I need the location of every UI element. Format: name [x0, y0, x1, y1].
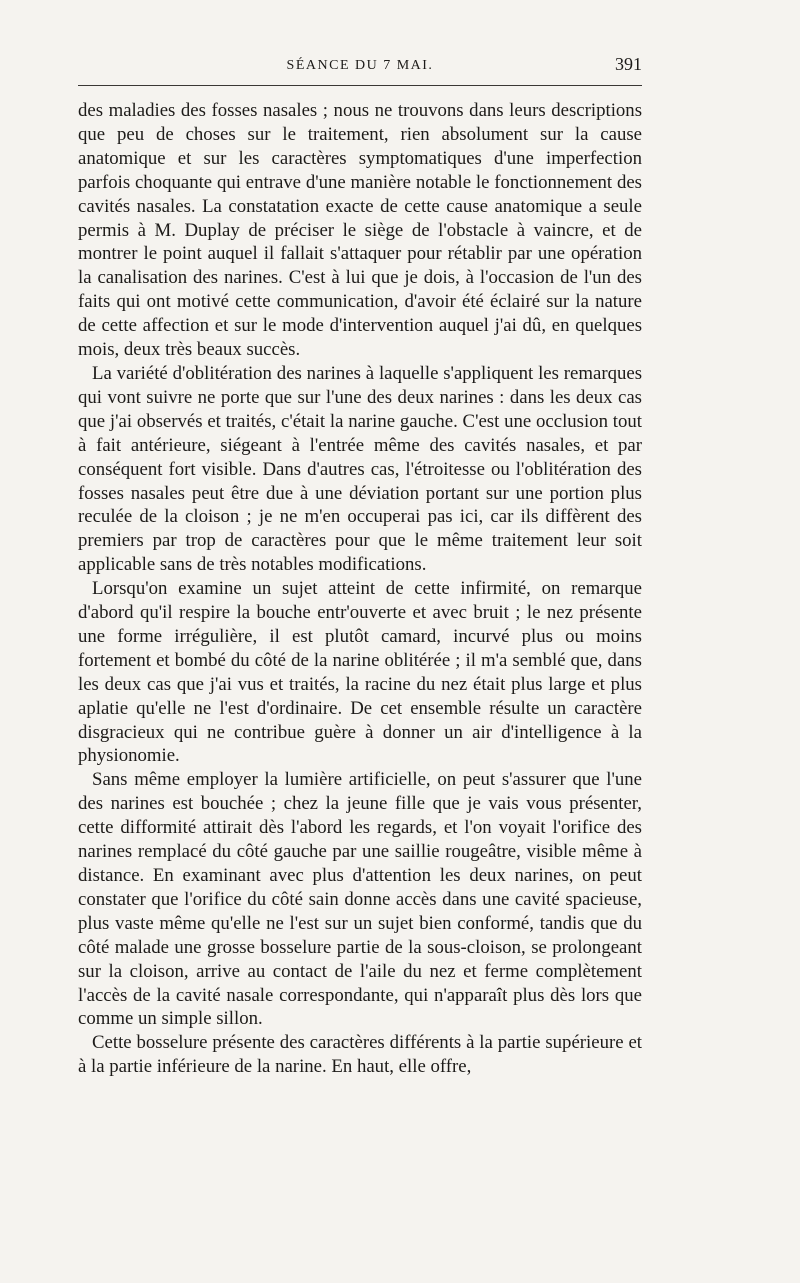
paragraph-4: Sans même employer la lumière artificielle, on peut s'assurer que l'une des narines est bouchée ; chez la jeune fille que je vais vous présenter, cette difformité attirait dès l'abord les regards, et l'on voyait l'orifice des narines remplacé du côté gauche par une saillie rougeâtre, visible même à distance. En examinant avec plus d'attention les deux narines, on peut constater que l'orifice du côté sain donne accès dans une cavité spacieuse, plus vaste même qu'elle ne l'est sur un sujet bien conformé, tandis que du côté malade une grosse bosselure partie de la sous-cloison, se prolongeant sur la cloison, arrive au contact de l'aile du nez et ferme complètement l'accès de la cavité nasale correspondante, qui n'apparaît plus dès lors que comme un simple sillon. [78, 769, 642, 1030]
paragraph-3: Lorsqu'on examine un sujet atteint de cette infirmité, on remarque d'abord qu'il respire la bouche entr'ouverte et avec bruit ; le nez présente une forme irrégulière, il est plutôt camard, incurvé plus ou moins fortement et bombé du côté de la narine oblitérée ; il m'a semblé que, dans les deux cas que j'ai vus et traités, la racine du nez était plus large et plus aplatie qu'elle ne l'est d'ordinaire. De cet ensemble résulte un caractère disgracieux qui ne contribue guère à donner un air d'intelligence à la physionomie. [78, 578, 642, 767]
header-rule [78, 85, 642, 86]
paragraph-5: Cette bosselure présente des caractères différents à la partie supérieure et à la partie inférieure de la narine. En haut, elle offre, [78, 1032, 642, 1078]
page-header [78, 54, 642, 84]
running-head: SÉANCE DU 7 MAI. [286, 58, 434, 73]
paragraph-1: des maladies des fosses nasales ; nous ne trouvons dans leurs descriptions que peu de choses sur le traitement, rien absolument sur la cause anatomique et sur les caractères symptomatiques d'une imperfection parfois choquante qui entrave d'une manière notable le fonctionnement des cavités nasales. La constatation exacte de cette cause anatomique a seule permis à M. Duplay de préciser le siège de l'obstacle à vaincre, et de montrer le point auquel il fallait s'attaquer pour rétablir par une opération la canalisation des narines. C'est à lui que je dois, à l'occasion de l'un des faits qui ont motivé cette communication, d'avoir été éclairé sur la nature de cette affection et sur le mode d'intervention auquel j'ai dû, en quelques mois, deux très beaux succès. [78, 100, 642, 361]
page-number: 391 [615, 54, 642, 74]
paragraph-2: La variété d'oblitération des narines à laquelle s'appliquent les remarques qui vont suivre ne porte que sur l'une des deux narines : dans les deux cas que j'ai observés et traités, c'était la narine gauche. C'est une occlusion tout à fait antérieure, siégeant à l'entrée même des cavités nasales, et par conséquent fort visible. Dans d'autres cas, l'étroitesse ou l'oblitération des fosses nasales peut être due à une déviation portant sur une portion plus reculée de la cloison ; je ne m'en occuperai pas ici, car ils diffèrent des premiers par trop de caractères pour que le même traitement leur soit applicable sans de très notables modifications. [78, 362, 642, 576]
body-text [78, 99, 642, 1079]
